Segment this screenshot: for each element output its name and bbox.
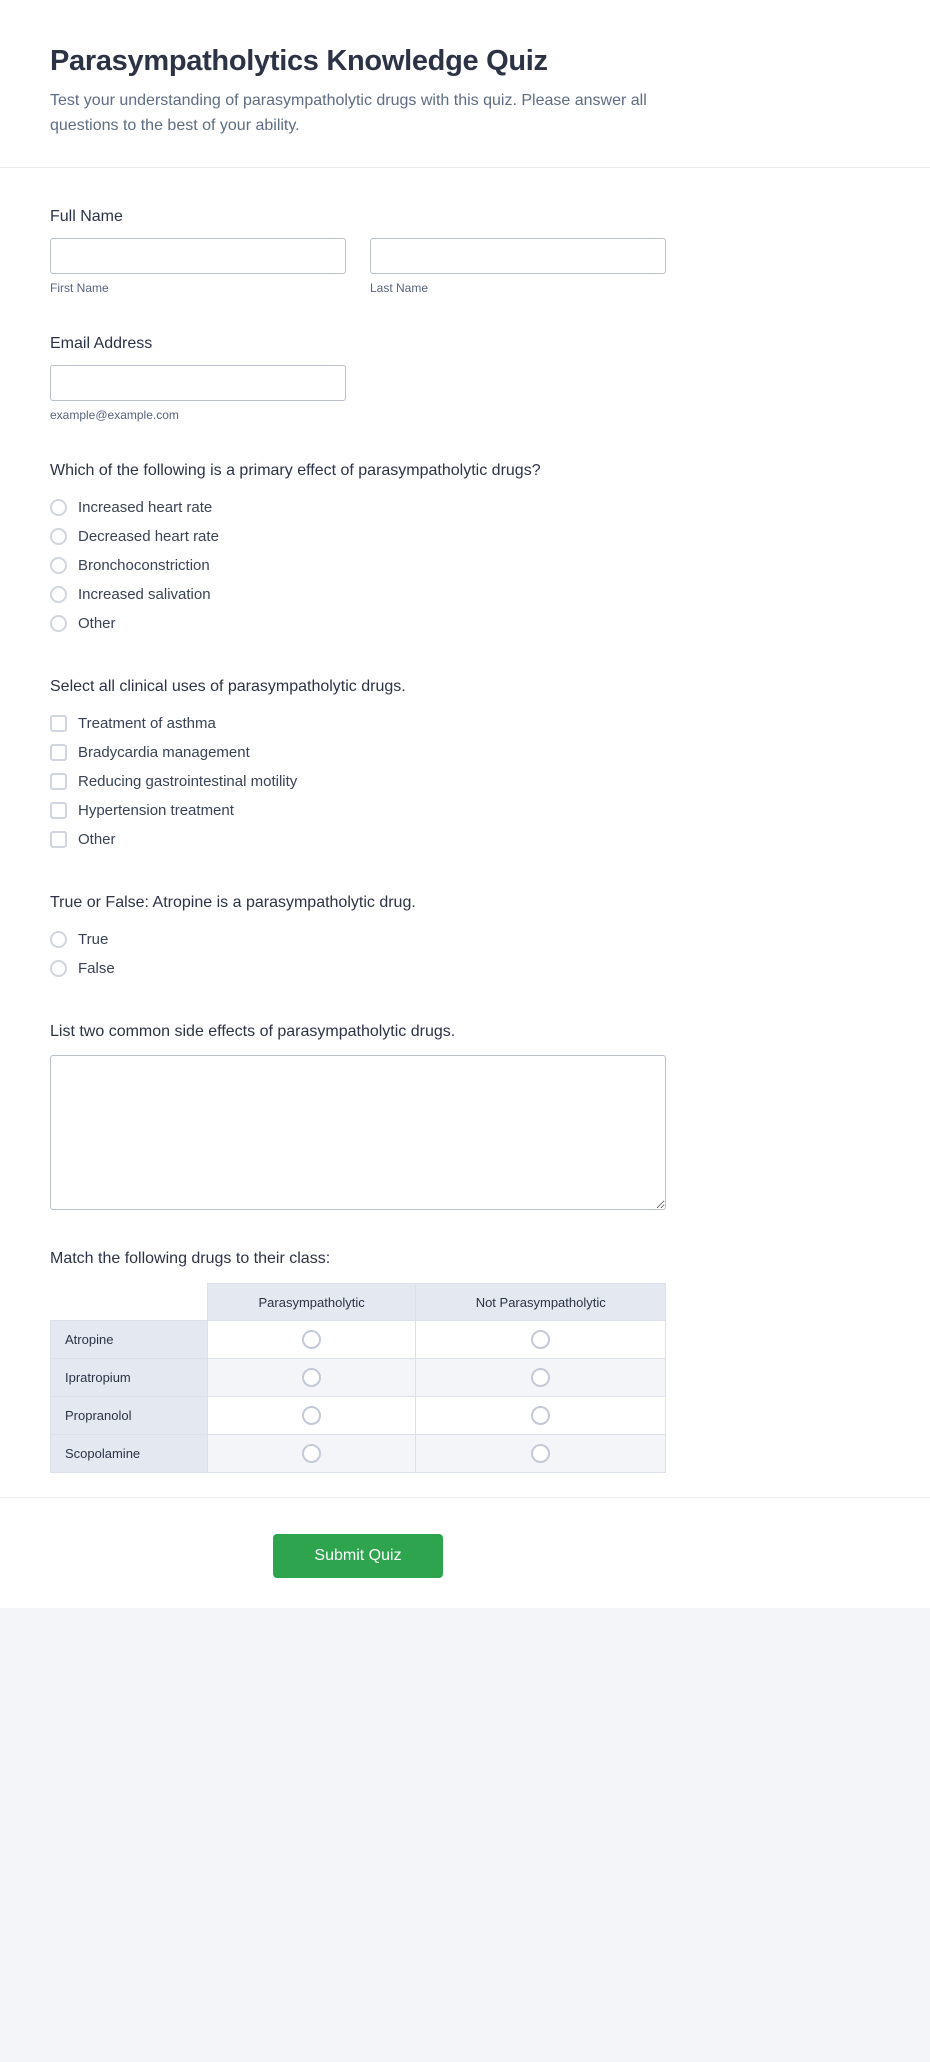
radio-option-label[interactable]: Increased heart rate xyxy=(78,499,213,516)
radio-icon[interactable] xyxy=(50,557,67,574)
form-title: Parasympatholytics Knowledge Quiz xyxy=(50,45,548,77)
name-inputs-row xyxy=(50,238,666,295)
checkbox-icon[interactable] xyxy=(50,802,67,819)
question-true-false xyxy=(50,892,666,983)
matrix-cell[interactable] xyxy=(416,1321,666,1359)
matrix-row-scopolamine xyxy=(51,1435,666,1473)
matrix-column-header: Parasympatholytic xyxy=(207,1284,416,1321)
question-label: Select all clinical uses of parasympatholytic drugs. xyxy=(50,678,406,695)
matrix-column-header: Not Parasympatholytic xyxy=(416,1284,666,1321)
radio-option-label[interactable]: Other xyxy=(78,615,116,632)
matrix-radio-icon[interactable] xyxy=(302,1444,321,1463)
radio-group-primary-effect xyxy=(50,493,666,638)
radio-option-false[interactable] xyxy=(50,954,666,983)
matrix-row-ipratropium xyxy=(51,1359,666,1397)
radio-option[interactable] xyxy=(50,551,666,580)
side-effects-textarea[interactable] xyxy=(50,1055,666,1210)
radio-option[interactable] xyxy=(50,522,666,551)
checkbox-option[interactable] xyxy=(50,738,666,767)
question-side-effects xyxy=(50,1021,666,1210)
form-body xyxy=(50,206,666,1473)
checkbox-group-clinical-uses xyxy=(50,709,666,854)
matrix-cell[interactable] xyxy=(416,1435,666,1473)
radio-option-label[interactable]: Bronchoconstriction xyxy=(78,557,210,574)
field-full-name xyxy=(50,206,666,295)
question-label: Which of the following is a primary effect of parasympatholytic drugs? xyxy=(50,462,541,479)
matrix-corner-cell xyxy=(51,1284,208,1321)
matrix-row-atropine xyxy=(51,1321,666,1359)
checkbox-option-label[interactable]: Other xyxy=(78,831,116,848)
matrix-radio-icon[interactable] xyxy=(302,1330,321,1349)
checkbox-icon[interactable] xyxy=(50,715,67,732)
email-sublabel: example@example.com xyxy=(50,408,179,422)
matrix-radio-icon[interactable] xyxy=(531,1444,550,1463)
checkbox-icon[interactable] xyxy=(50,744,67,761)
checkbox-option-label[interactable]: Treatment of asthma xyxy=(78,715,216,732)
first-name-subfield xyxy=(50,238,346,295)
radio-icon[interactable] xyxy=(50,528,67,545)
question-match-matrix xyxy=(50,1248,666,1473)
checkbox-icon[interactable] xyxy=(50,831,67,848)
radio-icon[interactable] xyxy=(50,931,67,948)
checkbox-option[interactable] xyxy=(50,796,666,825)
question-primary-effect xyxy=(50,460,666,638)
radio-icon[interactable] xyxy=(50,586,67,603)
question-label: True or False: Atropine is a parasympatholytic drug. xyxy=(50,894,416,911)
first-name-input[interactable] xyxy=(50,238,346,274)
radio-option-other[interactable] xyxy=(50,609,666,638)
matrix-row-propranolol xyxy=(51,1397,666,1435)
checkbox-icon[interactable] xyxy=(50,773,67,790)
last-name-sublabel: Last Name xyxy=(370,281,429,295)
radio-option-true[interactable] xyxy=(50,925,666,954)
radio-group-true-false xyxy=(50,925,666,983)
checkbox-option[interactable] xyxy=(50,709,666,738)
submit-row xyxy=(50,1498,666,1592)
matrix-cell[interactable] xyxy=(416,1397,666,1435)
matrix-row-label: Atropine xyxy=(51,1321,208,1359)
checkbox-option-label[interactable]: Bradycardia management xyxy=(78,744,250,761)
question-clinical-uses xyxy=(50,676,666,854)
checkbox-option[interactable] xyxy=(50,767,666,796)
field-email xyxy=(50,333,666,422)
submit-button[interactable]: Submit Quiz xyxy=(273,1534,443,1578)
matrix-radio-icon[interactable] xyxy=(302,1406,321,1425)
radio-option-label[interactable]: Decreased heart rate xyxy=(78,528,219,545)
email-label: Email Address xyxy=(50,335,153,352)
matrix-cell[interactable] xyxy=(207,1435,416,1473)
form-header xyxy=(0,0,930,167)
matrix-cell[interactable] xyxy=(207,1397,416,1435)
form-subtitle: Test your understanding of parasympatholytic drugs with this quiz. Please answer all questions to the best of your ability. xyxy=(50,92,647,134)
matrix-cell[interactable] xyxy=(207,1321,416,1359)
first-name-sublabel: First Name xyxy=(50,281,109,295)
matrix-cell[interactable] xyxy=(207,1359,416,1397)
matrix-row-label: Propranolol xyxy=(51,1397,208,1435)
radio-option-label[interactable]: True xyxy=(78,931,109,948)
matrix-header-row xyxy=(51,1284,666,1321)
full-name-label: Full Name xyxy=(50,208,123,225)
matrix-radio-icon[interactable] xyxy=(531,1330,550,1349)
matrix-radio-icon[interactable] xyxy=(531,1406,550,1425)
radio-option[interactable] xyxy=(50,493,666,522)
question-label: Match the following drugs to their class: xyxy=(50,1250,331,1267)
radio-option-label[interactable]: Increased salivation xyxy=(78,586,211,603)
last-name-subfield xyxy=(370,238,666,295)
question-label: List two common side effects of parasympatholytic drugs. xyxy=(50,1023,456,1040)
radio-icon[interactable] xyxy=(50,499,67,516)
radio-icon[interactable] xyxy=(50,615,67,632)
checkbox-option-other[interactable] xyxy=(50,825,666,854)
checkbox-option-label[interactable]: Hypertension treatment xyxy=(78,802,234,819)
matrix-radio-icon[interactable] xyxy=(531,1368,550,1387)
radio-option[interactable] xyxy=(50,580,666,609)
radio-option-label[interactable]: False xyxy=(78,960,115,977)
radio-icon[interactable] xyxy=(50,960,67,977)
matrix-radio-icon[interactable] xyxy=(302,1368,321,1387)
matrix-cell[interactable] xyxy=(416,1359,666,1397)
header-divider xyxy=(0,167,930,168)
last-name-input[interactable] xyxy=(370,238,666,274)
matrix-row-label: Scopolamine xyxy=(51,1435,208,1473)
matrix-row-label: Ipratropium xyxy=(51,1359,208,1397)
match-matrix-table xyxy=(50,1283,666,1473)
email-input[interactable] xyxy=(50,365,346,401)
checkbox-option-label[interactable]: Reducing gastrointestinal motility xyxy=(78,773,298,790)
